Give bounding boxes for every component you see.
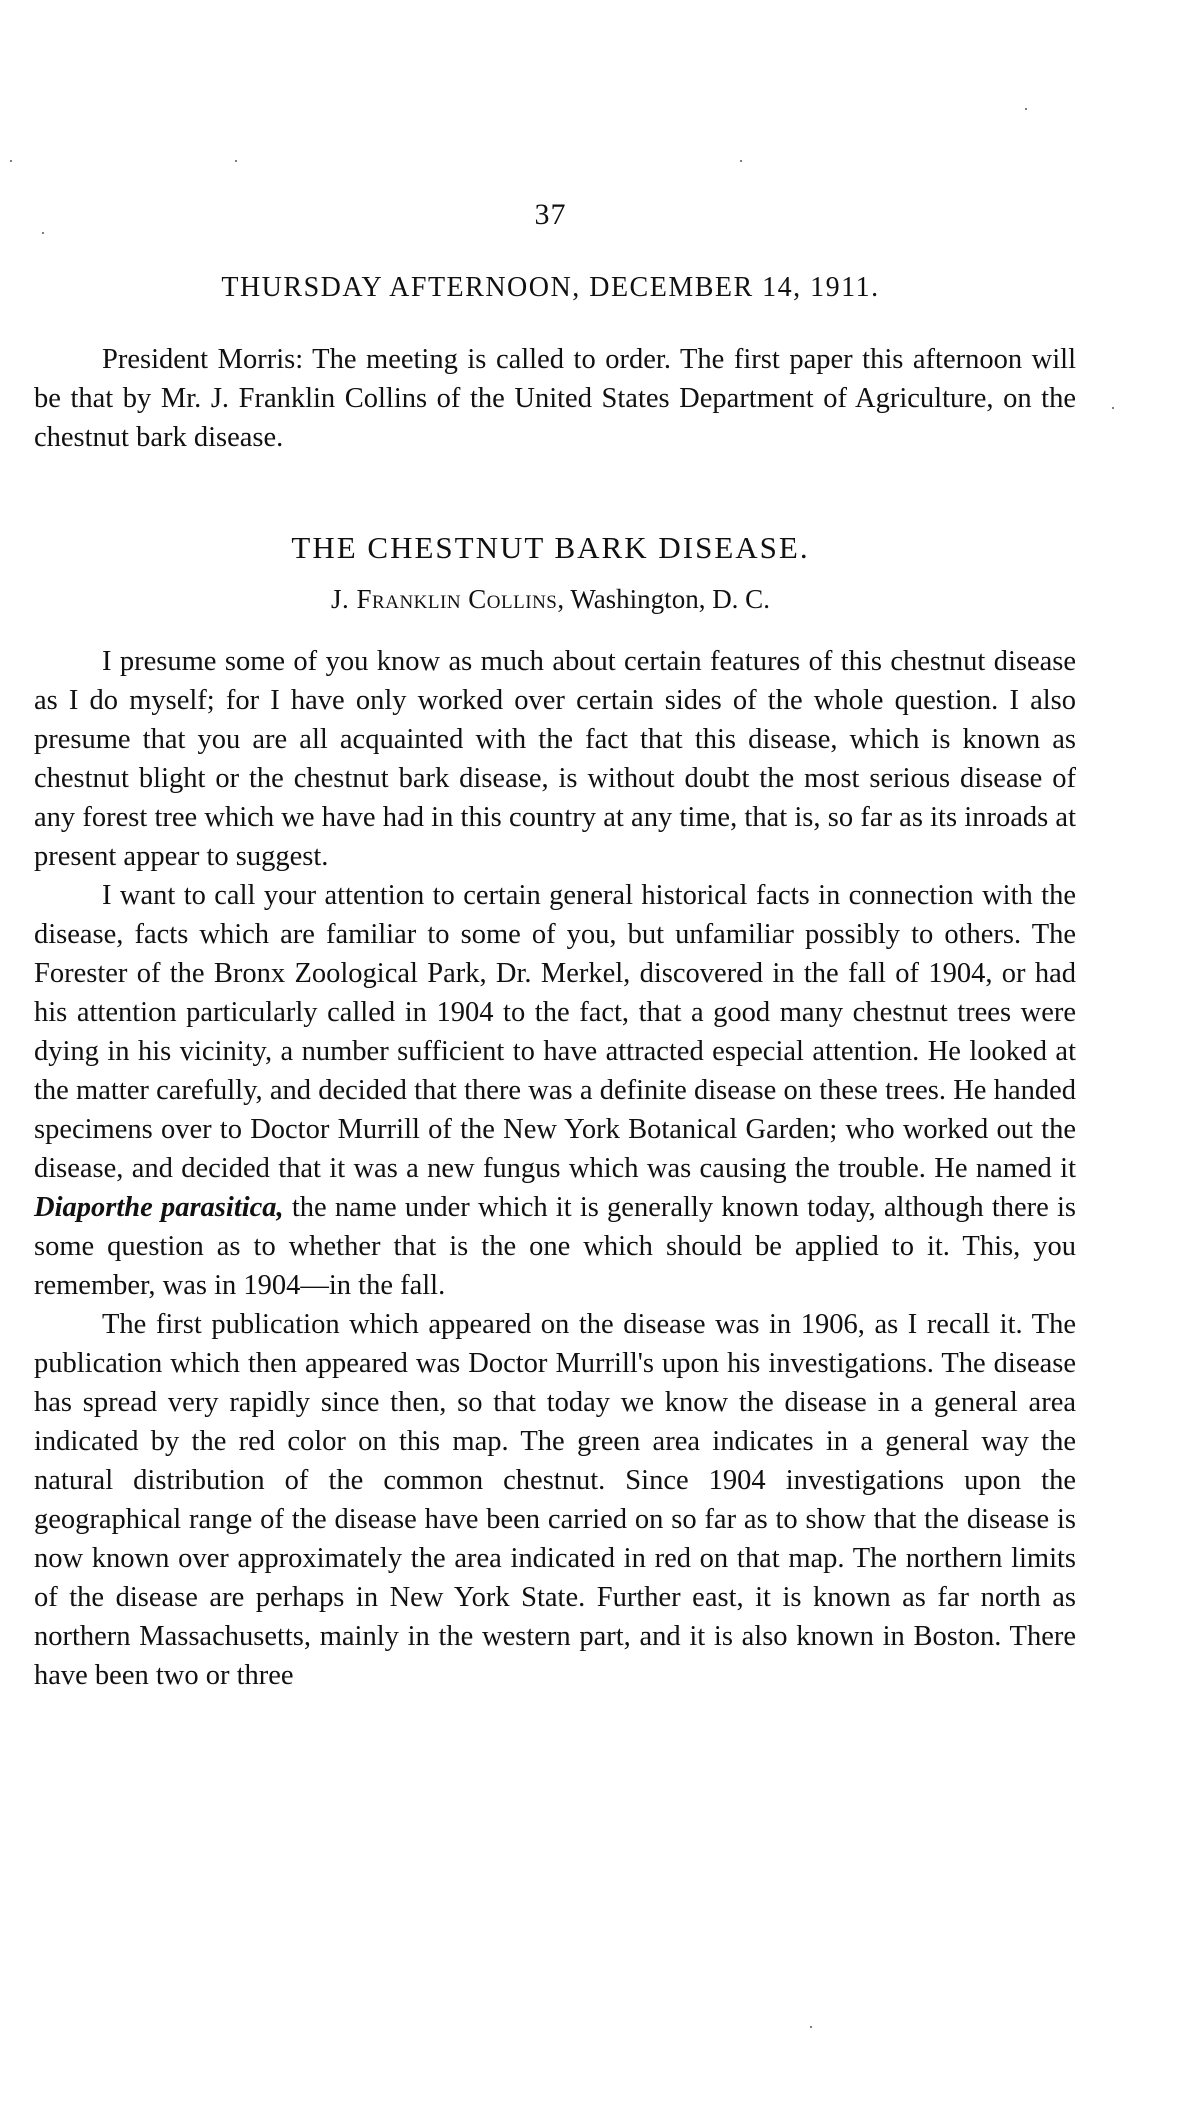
scan-speck xyxy=(1112,407,1114,409)
scan-speck xyxy=(810,2026,812,2028)
byline xyxy=(0,584,1101,615)
page-number: 37 xyxy=(534,198,567,231)
author-name: J. Franklin Collins xyxy=(331,584,558,614)
scan-speck xyxy=(1025,108,1027,110)
paragraph-2-text-start: I want to call your attention to certain general historical facts in connection with the disease, facts which are familiar to some of you, but unfamiliar possibly to others. The Forester of the Bronx Zoological Park, Dr. Merkel, discovered in the fall of 1904, or had his attention particularly called in 1904 to the fact, that a good many chestnut trees were dying in his vicinity, a number sufficient to have attracted especial attention. He looked at the matter carefully, and decided that there was a definite disease on these trees. He handed specimens over to Doctor Murrill of the New York Botanical Garden; who worked out the disease, and decided that it was a new fungus which was causing the trouble. He named it xyxy=(34,880,1076,1184)
scan-speck xyxy=(235,160,237,162)
body-paragraph-3: The first publication which appeared on the disease was in 1906, as I recall it. The publication which then appeared was Doctor Murrill's upon his investigations. The disease has spread very rapidly since then, so that today we know the disease in a general area indicated by the red color on this map. The green area indicates in a general way the natural distribution of the common chestnut. Since 1904 investigations upon the geographical range of the disease have been carried on so far as to show that the disease is now known over approximately the area indicated in red on that map. The northern limits of the disease are perhaps in New York State. Further east, it is known as far north as northern Massachusetts, mainly in the western part, and it is also known in Boston. There have been two or three xyxy=(34,1309,1076,1691)
scan-speck xyxy=(42,232,44,234)
species-name: Diaporthe parasitica, xyxy=(34,1192,284,1223)
author-location: , Washington, D. C. xyxy=(557,584,770,614)
body-paragraph-1: I presume some of you know as much about certain features of this chestnut disease as I do myself; for I have only worked over certain sides of the whole question. I also presume that you are all acquainted with the fact that this disease, which is known as chestnut blight or the chestnut bark disease, is without doubt the most serious disease of any forest tree which we have had in this country at any time, that is, so far as its inroads at present appear to suggest. xyxy=(34,646,1076,872)
paragraph-2-text-end: the name under which it is generally known today, although there is some question as to whether that is the one which should be applied to it. This, you remember, was in 1904—in the fall. xyxy=(34,1192,1076,1301)
intro-section xyxy=(34,340,1076,457)
article-title: THE CHESTNUT BARK DISEASE. xyxy=(291,530,810,565)
body-paragraph-2 xyxy=(34,876,1076,1305)
scan-speck xyxy=(740,160,742,162)
session-heading: THURSDAY AFTERNOON, DECEMBER 14, 1911. xyxy=(221,272,880,303)
scan-speck xyxy=(10,160,12,162)
intro-paragraph: President Morris: The meeting is called to order. The first paper this afternoon will be that by Mr. J. Franklin Collins of the United States Department of Agriculture, on the chestnut bark disease. xyxy=(34,344,1076,453)
article-body xyxy=(34,642,1076,1695)
